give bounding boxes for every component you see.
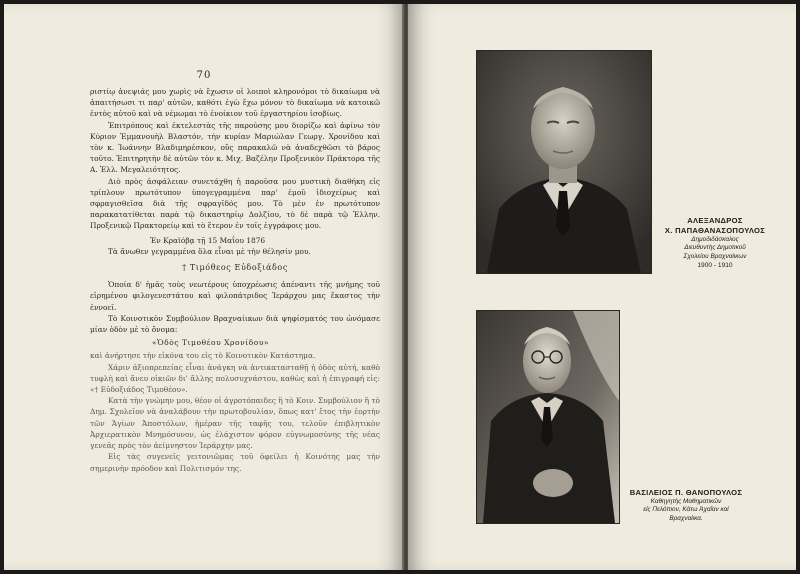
left-page bbox=[4, 4, 404, 570]
paragraph: Ἐπιτρόπους καὶ ἐκτελεστὰς τῆς παρούσης μου διορίζω καὶ ἀφίνω τὸν Κύριον Ἐμμανουὴλ Βλαστόν, τὴν κυρίαν Μαριώλαν Γεωργ. Χρονίδου καὶ τὸν κ. Ἰωάννην Βλαδιμηρέσκον, οὓς παρακαλῶ νὰ ἀναδεχθῶσι τὸ βάρος τοῦτο. Ἐπιτηρητὴν δὲ αὐτῶν τὸν κ. Μιχ. Βαζέλην Προξενικὸν Πράκτορα τῆς Α. Ἑλλ. Μεγαλειότητος. bbox=[90, 120, 380, 175]
portrait-photo-1 bbox=[476, 50, 652, 274]
portrait-1-caption bbox=[662, 216, 768, 270]
date-line: Ἐν Κραϊόβᾳ τῇ 15 Μαΐου 1876 bbox=[150, 235, 266, 245]
portrait-2-caption bbox=[620, 488, 752, 523]
portrait-1-name-line-1: ΑΛΕΞΑΝΔΡΟΣ bbox=[687, 216, 743, 225]
paragraph: Διὸ πρὸς ἀσφάλειαν συνετάχθη ἡ παροῦσα μου μυστικὴ διαθήκη εἰς τρίπλουν πρωτότυπον ὑπογεγραμμένα παρ' ἐμοῦ ἰδιοχείρως καὶ σφραγισθεῖσα διὰ τῆς σφραγῖδός μου. Τὸ μὲν ἐν πρωτότυπον παρακατατίθεται παρὰ τῷ δικαστηρίῳ Δολζίου, τὸ δὲ παρὰ τῷ Ἑλλην. Προξενικῷ Πρακτορείῳ καὶ τὸ ἕτερον ἐν τοῖς ἐγγράφοις μου. bbox=[90, 176, 380, 231]
paragraph: Κατὰ τὴν γνώμην μου, θέον οἱ ἀγροτόπαιδες ἢ τὸ Κοιν. Συμβούλιον ἢ τὸ Δημ. Σχολεῖον νὰ ἀναλάβουν τὴν πρωτοβουλίαν, ὅπως κατ' ἔτος τὴν ἑορτὴν τῶν Ἁγίων Ἀποστόλων, ἡμέραν τῆς ταφῆς του, τελοῦν ἐπιβλητικὸν Ἀρχιερατικὸν Μνημόσυνον, ὡς ἐλάχιστον φόρον εὐγνωμοσύνης τῆς νέας γενεᾶς πρὸς τὸν ἀείμνηστον Ἱεράρχην μας. bbox=[90, 396, 380, 451]
paragraph: καὶ ἀνήρτησε τὴν εἰκόνα του εἰς τὸ Κοινοτικὸν Κατάστημα. bbox=[90, 351, 316, 361]
portrait-photo-2 bbox=[476, 310, 620, 524]
confirm-line: Τὰ ἄνωθεν γεγραμμένα ὅλα εἶναι μὲ τὴν θέλησίν μου. bbox=[108, 246, 311, 256]
portrait-1-desc: Σχολείου Βραχναίικων bbox=[683, 252, 747, 260]
page-number: 70 bbox=[196, 70, 212, 81]
right-page bbox=[408, 4, 796, 570]
portrait-2-name: ΒΑΣΙΛΕΙΟΣ Π. ΘΑΝΟΠΟΥΛΟΣ bbox=[629, 488, 743, 497]
paragraph: ριστίῳ ἀνεψιάς μου χωρὶς νὰ ἔχωσιν οἱ λοιποὶ κληρονόμοι τὸ δικαίωμα νὰ ἀπαιτήσωσι τι παρ' αὐτῶν, καθότι ἐγὼ ἔχω μόνον τὸ δικαίωμα νὰ κατοικῶ ἐντὸς αὐτοῦ καὶ νὰ νέμωμαι τὸ ἐνοίκιον τοῦ ἐργαστηρίου ἰσοβίως. bbox=[90, 87, 380, 119]
portrait-2-desc: Βραχναίικα. bbox=[669, 514, 703, 522]
signature: † Τιμόθεος Εὐδοξιάδος bbox=[182, 263, 288, 273]
portrait-2-image bbox=[477, 311, 619, 523]
portrait-1-image bbox=[477, 51, 651, 273]
portrait-1-desc: Δημοδιδάσκαλος bbox=[691, 236, 739, 243]
portrait-1-name-line-2: Χ. ΠΑΠΑΘΑΝΑΣΟΠΟΥΛΟΣ bbox=[664, 226, 766, 235]
book-spread bbox=[4, 4, 796, 570]
portrait-1-desc: Διευθυντὴς Δημοτικοῦ bbox=[684, 244, 746, 252]
portrait-2-desc: εἰς Πελόπιον, Κάτω Ἀχαΐαν καὶ bbox=[643, 506, 729, 514]
portrait-1-years: 1900 - 1910 bbox=[697, 262, 733, 270]
paragraph: Τὸ Κοινοτικὸν Συμβούλιον Βραχναίικων διὰ ψηφίσματός του ὠνόμασε μίαν ὁδὸν μὲ τὸ ὄνομα: bbox=[90, 313, 380, 335]
street-name: «Ὁδὸς Τιμοθέου Χρονίδου» bbox=[152, 338, 270, 348]
portrait-2-desc: Καθηγητὴς Μαθηματικῶν bbox=[650, 498, 722, 505]
paragraph: Χάριν ἀξιοπρεπείας εἶναι ἀνάγκη νὰ ἀντικατασταθῇ ἡ ὁδὸς αὐτή, καθὸ τυφλὴ καὶ ἄνευ οἰκιῶν δι' ἄλλης πολυσυχνάστου, καθὼς καὶ ἡ ἐπιγραφή εἰς: «† Εὐδοξιάδος Τιμοθέου». bbox=[90, 362, 380, 395]
paragraph: Ὁποία δ' ἡμᾶς τοὺς νεωτέρους ὑποχρέωσις ἀπέναντι τῆς μνήμης τοῦ εἰρημένου φιλογενεστάτου καὶ φιλοπάτριδος Ἱεράρχου μας ἕκαστος τὴν ἐννοεῖ. bbox=[90, 280, 380, 312]
page-text bbox=[90, 86, 380, 474]
paragraph: Εἰς τὰς συγενεῖς γειτονιῶμας τοῦ ὀφείλει ἡ Κοινότης μας τὴν σημερινὴν πρόοδον καὶ Πολιτισμόν της. bbox=[90, 452, 380, 473]
